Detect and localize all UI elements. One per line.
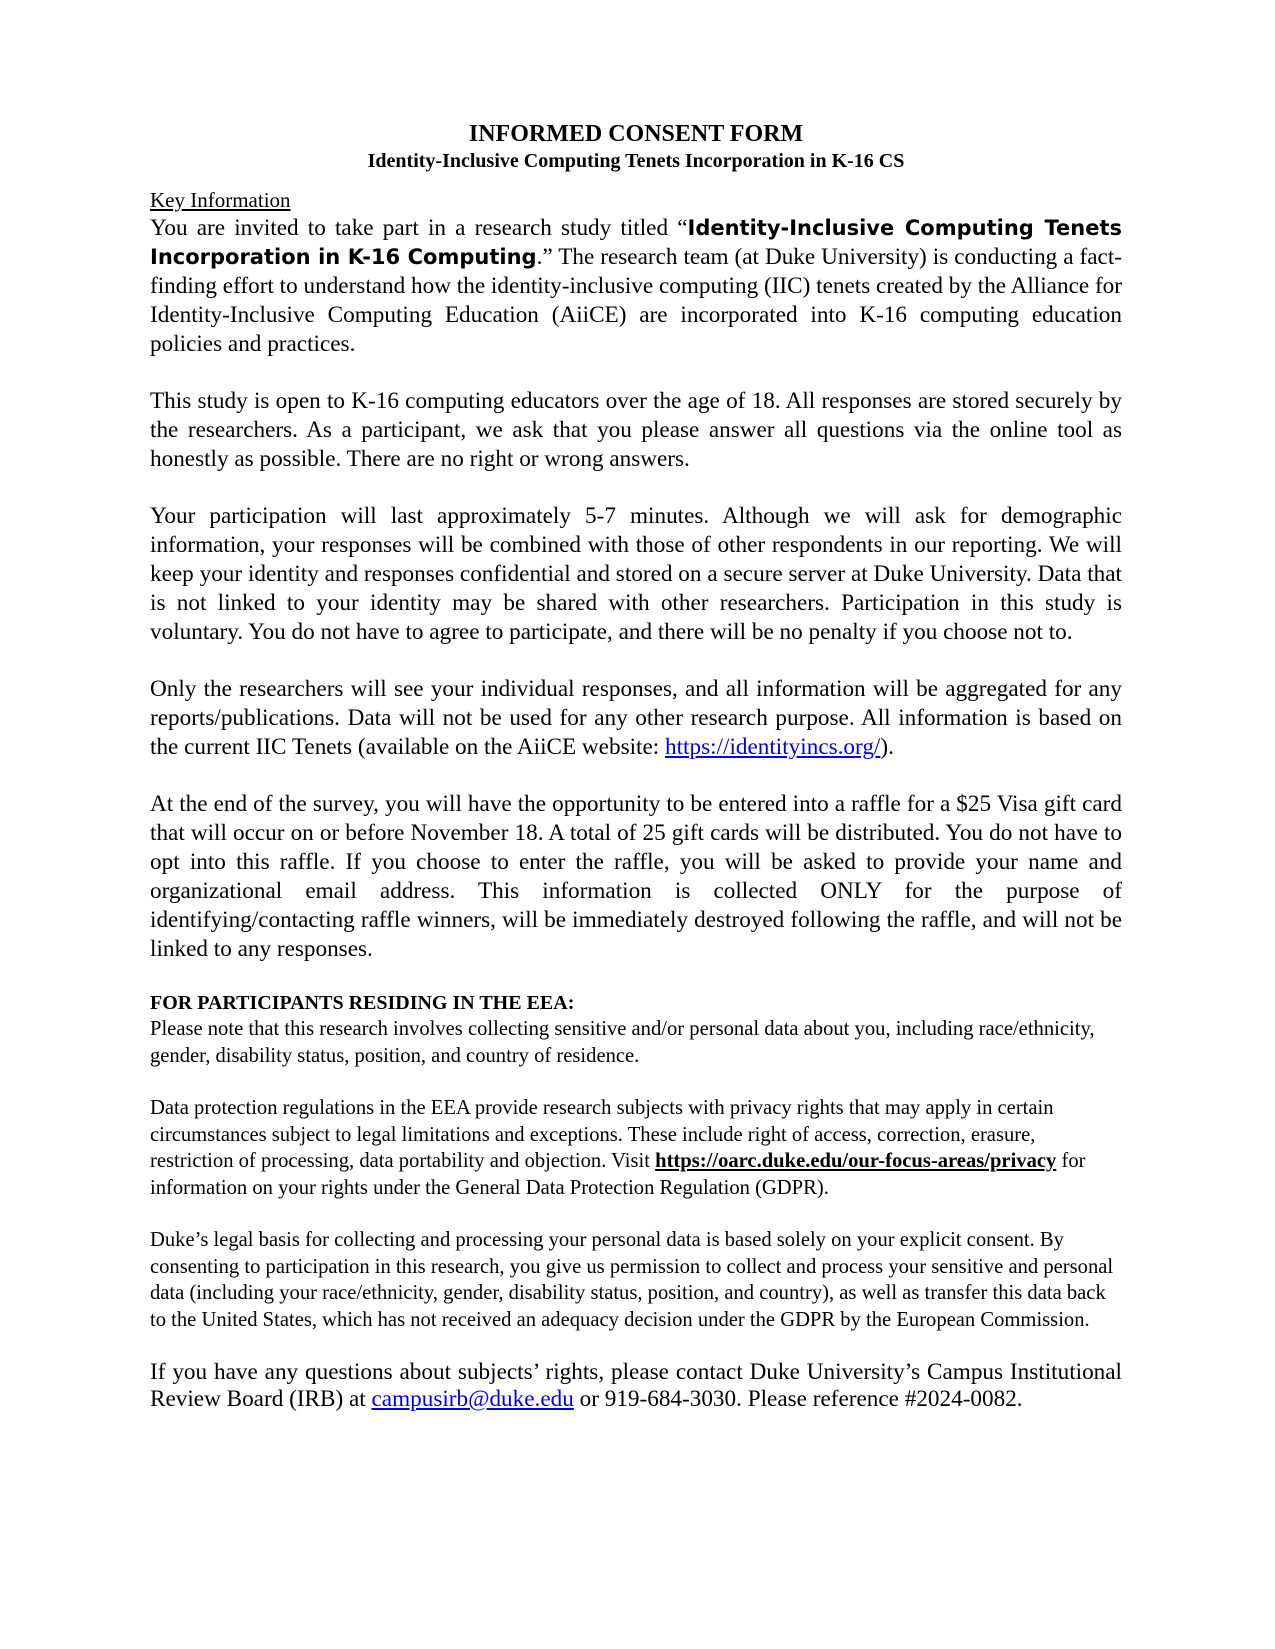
eligibility-paragraph: This study is open to K-16 computing educators over the age of 18. All responses are stored securely by the researchers. As a participant, we ask that you please answer all questions via the online tool as honestly as possible. There are no right or wrong answers. xyxy=(150,388,1122,472)
invitation-prefix: You are invited to take part in a research study titled “ xyxy=(150,215,688,241)
aiice-website-link[interactable]: https://identityincs.org/ xyxy=(665,734,881,760)
privacy-paragraph xyxy=(150,675,1122,762)
privacy-suffix: ). xyxy=(880,734,894,760)
irb-email-link[interactable]: campusirb@duke.edu xyxy=(371,1386,574,1412)
irb-prefix: If you have any questions about subjects’ rights, please contact Duke University’s Campus Institutional Review Board (IRB) at xyxy=(150,1359,1122,1412)
invitation-paragraph xyxy=(150,214,1122,359)
document-subtitle: Identity-Inclusive Computing Tenets Incorporation in K-16 CS xyxy=(367,150,905,172)
gdpr-rights-paragraph xyxy=(150,1095,1122,1201)
eea-heading: FOR PARTICIPANTS RESIDING IN THE EEA: xyxy=(150,992,575,1014)
invitation-suffix: .” The research team (at Duke University) is conducting a fact-finding effort to understand how the identity-inclusive computing (IIC) tenets created by the Alliance for Identity-Inclusive Computing Education (AiiCE) are incorporated into K-16 computing education policies and practices. xyxy=(150,244,1122,357)
irb-suffix: or 919-684-3030. Please reference #2024-0082. xyxy=(573,1386,1023,1412)
gdpr-suffix: for information on your rights under the General Data Protection Regulation (GDPR). xyxy=(150,1150,1086,1199)
gdpr-prefix: Data protection regulations in the EEA provide research subjects with privacy rights that may apply in certain circumstances subject to legal limitations and exceptions. These include right of access, correction, erasure, restriction of processing, data portability and objection. Visit xyxy=(150,1097,1054,1172)
study-title: Identity-Inclusive Computing Tenets Incorporation in K-16 Computing xyxy=(150,216,1122,269)
duke-privacy-link[interactable]: https://oarc.duke.edu/our-focus-areas/privacy xyxy=(655,1150,1057,1172)
consent-document xyxy=(150,120,1122,1413)
raffle-paragraph: At the end of the survey, you will have the opportunity to be entered into a raffle for a $25 Visa gift card that will occur on or before November 18. A total of 25 gift cards will be distributed. You do not have to opt into this raffle. If you choose to enter the raffle, you will be asked to provide your name and organizational email address. This information is collected ONLY for the purpose of identifying/contacting raffle winners, will be immediately destroyed following the raffle, and will not be linked to any responses. xyxy=(150,791,1122,962)
irb-contact-paragraph xyxy=(150,1359,1122,1413)
participation-paragraph: Your participation will last approximately 5-7 minutes. Although we will ask for demographic information, your responses will be combined with those of other respondents in our reporting. We will keep your identity and responses confidential and stored on a secure server at Duke University. Data that is not linked to your identity may be shared with other researchers. Participation in this study is voluntary. You do not have to agree to participate, and there will be no penalty if you choose not to. xyxy=(150,503,1122,645)
legal-basis-paragraph: Duke’s legal basis for collecting and processing your personal data is based solely on your explicit consent. By consenting to participation in this research, you give us permission to collect and process your sensitive and personal data (including your race/ethnicity, gender, disability status, position, and country), as well as transfer this data back to the United States, which has not received an adequacy decision under the GDPR by the European Commission. xyxy=(150,1229,1114,1331)
key-information-heading: Key Information xyxy=(150,188,291,212)
privacy-prefix: Only the researchers will see your individual responses, and all information will be aggregated for any reports/publications. Data will not be used for any other research purpose. All information is based on the current IIC Tenets (available on the AiiCE website: xyxy=(150,676,1122,760)
eea-data-paragraph: Please note that this research involves collecting sensitive and/or personal data about you, including race/ethnicity, gender, disability status, position, and country of residence. xyxy=(150,1018,1095,1067)
document-title: INFORMED CONSENT FORM xyxy=(468,121,804,147)
